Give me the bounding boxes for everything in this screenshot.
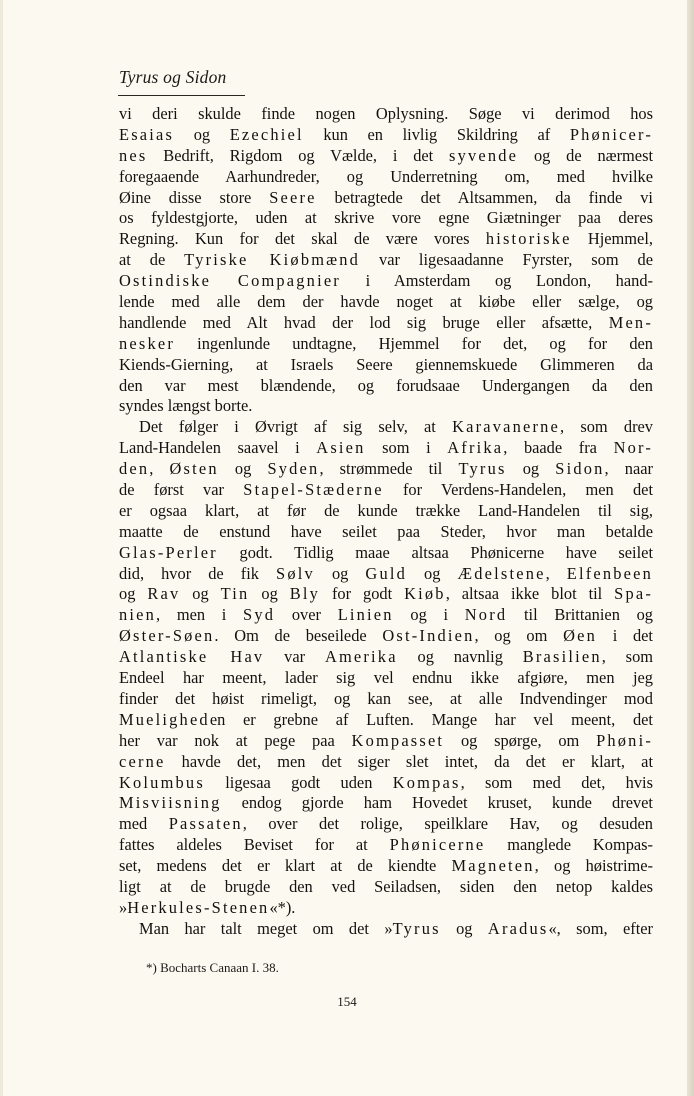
text-line (119, 250, 653, 271)
text-segment: vi deri skulde finde nogen Oplysning. Søge vi derimod hos (119, 104, 653, 123)
spaced-emphasis: Seere (269, 187, 317, 207)
text-line (119, 731, 653, 752)
text-line (119, 501, 653, 522)
text-segment: den var mest blændende, og forudsaae Undergangen da den (119, 375, 653, 395)
text-line (119, 208, 653, 229)
spaced-emphasis: Nord (464, 605, 508, 625)
spaced-emphasis: Phøni- (596, 730, 653, 750)
text-segment: og i (393, 605, 465, 625)
spaced-emphasis: Karavanerne (452, 417, 560, 437)
spaced-emphasis: Esaias (119, 124, 175, 144)
text-segment: og (119, 584, 148, 604)
spaced-emphasis: Bly (289, 584, 321, 604)
text-segment: os fyldestgjorte, uden at skrive vore egne Giætninger paa deres (119, 208, 653, 228)
text-segment: syndes længst borte. (119, 396, 253, 416)
spaced-emphasis: syvende (449, 145, 519, 165)
text-line (119, 773, 653, 794)
spaced-emphasis: Atlantiske Hav (119, 647, 265, 667)
text-segment: og (440, 918, 488, 938)
spaced-emphasis: Tyriske Kiøbmænd (184, 250, 361, 270)
spaced-emphasis: Glas-Perler (119, 542, 218, 562)
spaced-emphasis: Elfenbeen (566, 563, 654, 583)
text-segment: , som med det, hvis (460, 772, 653, 792)
text-segment: manglede Kompas- (485, 835, 654, 855)
spaced-emphasis: Herkules-Stenen (127, 897, 270, 917)
text-segment: Kiends-Gierning, at Israels Seere giennemskuede Glimmeren da (119, 354, 653, 374)
spaced-emphasis: den (119, 459, 150, 479)
text-line (119, 647, 653, 668)
text-segment: , som (601, 647, 654, 667)
spaced-emphasis: Ost-Indien (382, 626, 475, 646)
text-line (119, 919, 653, 940)
text-segment: var (264, 647, 325, 667)
text-line (119, 188, 653, 209)
text-segment: , og høistrime- (534, 856, 653, 876)
text-segment: til Brittanien og (507, 605, 653, 625)
spaced-emphasis: Magneten (451, 856, 535, 876)
text-segment: handlende med Alt hvad der lod sig bruge eller afsætte, (119, 312, 609, 332)
text-segment: var ligesaadanne Fyrster, som de (360, 250, 654, 270)
text-line (119, 626, 653, 647)
spaced-emphasis: historiske (485, 229, 572, 249)
body-text (119, 104, 653, 940)
spaced-emphasis: Ostindiske Compagnier (119, 271, 341, 291)
text-line (119, 793, 653, 814)
text-segment: Regning. Kun for det skal de være vores (119, 229, 486, 249)
text-segment: did, hvor de fik (119, 563, 277, 583)
spaced-emphasis: Øen (563, 626, 597, 646)
text-segment: og (180, 584, 221, 604)
text-segment: er ogsaa klart, at før de kunde trække Land-Handelen til sig, (119, 500, 653, 520)
text-segment: og (218, 459, 268, 479)
text-segment: og navnlig (397, 647, 523, 667)
spaced-emphasis: Øster-Søen (119, 626, 215, 646)
text-segment: ingenlunde undtagne, Hjemmel for det, og for den (174, 333, 653, 353)
text-line (119, 355, 653, 376)
spaced-emphasis: Phønicerne (389, 835, 486, 855)
text-segment: , som drev (560, 417, 653, 437)
spaced-emphasis: Kompas (392, 772, 461, 792)
text-segment: her var nok at pege paa (119, 730, 352, 750)
spaced-emphasis: Sidon (555, 459, 605, 479)
spaced-emphasis: nes (119, 145, 148, 165)
spaced-emphasis: Ædelstene (457, 563, 546, 583)
text-segment: Man har talt meget om det » (139, 918, 393, 938)
text-segment: , (149, 459, 170, 479)
text-segment: for godt (320, 584, 405, 604)
spaced-emphasis: Asien (316, 438, 366, 458)
text-segment: Øine disse store (119, 187, 270, 207)
text-segment: og (506, 459, 556, 479)
text-segment: , altsaa ikke blot til (445, 584, 615, 604)
spaced-emphasis: Nor- (613, 438, 653, 458)
text-segment: havde det, men det siger slet intet, da det er klart, at (165, 751, 653, 771)
text-segment: , naar (604, 459, 653, 479)
text-line (119, 522, 653, 543)
text-segment: over (275, 605, 338, 625)
text-segment: for Verdens-Handelen, men det (383, 480, 653, 500)
text-segment: ligesaa godt uden (204, 772, 393, 792)
text-segment: , baade fra (503, 438, 614, 458)
text-segment: de først var (119, 480, 244, 500)
text-segment: , over det rolige, speilklare Hav, og desuden (242, 814, 653, 834)
text-line (119, 689, 653, 710)
text-line (119, 376, 653, 397)
text-line (119, 584, 653, 605)
text-segment: «, som, efter (548, 918, 654, 938)
spaced-emphasis: nesker (119, 333, 175, 353)
text-segment: at de (119, 250, 185, 270)
spaced-emphasis: Aradus (487, 918, 549, 938)
text-line (119, 480, 653, 501)
text-segment: finder det høist rimeligt, og kan see, at alle Indvendinger mod (119, 688, 653, 708)
spaced-emphasis: Brasilien (522, 647, 602, 667)
text-segment: godt. Tidlig maae altsaa Phønicerne have seilet (217, 542, 653, 562)
text-segment: endog gjorde ham Hovedet kruset, kunde drevet (221, 793, 653, 813)
text-segment: lende med alle dem der havde noget at kiøbe eller sælge, og (119, 292, 653, 312)
text-line (119, 752, 653, 773)
spaced-emphasis: Syd (243, 605, 276, 625)
text-line (119, 271, 653, 292)
spaced-emphasis: cerne (119, 751, 166, 771)
text-segment: med (119, 814, 169, 834)
spaced-emphasis: Tyrus (458, 459, 507, 479)
text-line (119, 668, 653, 689)
text-segment: en er grebne af Luften. Mange har vel meent, det (209, 709, 653, 729)
text-segment: som i (365, 438, 448, 458)
running-head: Tyrus og Sidon (119, 67, 227, 87)
spaced-emphasis: Kiøb (404, 584, 446, 604)
text-segment: . Om de beseilede (214, 626, 383, 646)
text-segment: Hjemmel, (571, 229, 653, 249)
text-line (119, 417, 653, 438)
text-segment: Endeel har meent, lader sig vel endnu ikke afgiøre, men jeg (119, 668, 653, 688)
text-segment: set, medens det er klart at de kiendte (119, 856, 452, 876)
text-line (119, 814, 653, 835)
text-segment: og de nærmest (518, 145, 654, 165)
spaced-emphasis: Spa- (614, 584, 654, 604)
spaced-emphasis: Muelighed (119, 709, 210, 729)
text-line (119, 146, 653, 167)
spaced-emphasis: Tyrus (392, 918, 441, 938)
text-segment: i Amsterdam og London, hand- (340, 271, 653, 291)
text-segment: , men i (156, 605, 244, 625)
spaced-emphasis: Guld (365, 563, 407, 583)
text-line (119, 856, 653, 877)
text-line (119, 125, 653, 146)
text-segment: ligt at de brugde den ved Seiladsen, siden den netop kaldes (119, 876, 653, 896)
spaced-emphasis: Sølv (276, 563, 315, 583)
text-segment: og (174, 124, 230, 144)
text-line (119, 605, 653, 626)
text-line (119, 292, 653, 313)
spaced-emphasis: Kolumbus (119, 772, 205, 792)
footnote: *) Bocharts Canaan I. 38. (146, 960, 279, 975)
text-segment: i det (596, 626, 653, 646)
spaced-emphasis: Kompasset (351, 730, 445, 750)
spaced-emphasis: Passaten (168, 814, 243, 834)
spaced-emphasis: Østen (169, 459, 219, 479)
text-segment: og (407, 563, 458, 583)
text-segment: , (545, 563, 567, 583)
text-segment: kun en livlig Skildring af (303, 124, 570, 144)
spaced-emphasis: Afrika (447, 438, 504, 458)
text-segment: fattes aldeles Beviset for at (119, 835, 390, 855)
text-segment: betragtede det Altsammen, da finde vi (316, 187, 653, 207)
spaced-emphasis: Amerika (324, 647, 398, 667)
spaced-emphasis: Misviisning (119, 793, 222, 813)
page-right-edge (687, 0, 694, 1096)
text-line (119, 167, 653, 188)
text-segment: foregaaende Aarhundreder, og Underretning om, med hvilke (119, 166, 653, 186)
text-line (119, 396, 653, 417)
text-line (119, 438, 653, 459)
text-line (119, 104, 653, 125)
spaced-emphasis: Syden (267, 459, 320, 479)
page-number: 154 (337, 994, 357, 1009)
text-line (119, 564, 653, 585)
text-segment: » (119, 897, 128, 917)
text-line (119, 898, 653, 919)
running-head-rule (118, 95, 245, 96)
spaced-emphasis: Phønicer- (569, 124, 654, 144)
text-segment: maatte de enstund have seilet paa Steder, hvor man betalde (119, 521, 653, 541)
spaced-emphasis: Tin (220, 584, 250, 604)
text-line (119, 835, 653, 856)
text-line (119, 334, 653, 355)
text-segment: og (314, 563, 366, 583)
text-segment: og (249, 584, 290, 604)
page-left-edge (0, 0, 3, 1096)
text-segment: Bedrift, Rigdom og Vælde, i det (147, 145, 450, 165)
spaced-emphasis: Stapel-Stæderne (243, 480, 384, 500)
spaced-emphasis: Linien (337, 605, 394, 625)
text-segment: , strømmede til (319, 459, 459, 479)
text-segment: , og om (474, 626, 564, 646)
text-segment: «*). (269, 897, 296, 917)
text-segment: Det følger i Øvrigt af sig selv, at (139, 417, 453, 437)
spaced-emphasis: Rav (147, 584, 181, 604)
spaced-emphasis: Ezechiel (229, 124, 304, 144)
text-segment: og spørge, om (444, 730, 597, 750)
spaced-emphasis: Men- (608, 312, 653, 332)
text-line (119, 877, 653, 898)
text-line (119, 543, 653, 564)
spaced-emphasis: nien (119, 605, 157, 625)
text-line (119, 710, 653, 731)
text-line (119, 229, 653, 250)
text-line (119, 313, 653, 334)
text-segment: Land-Handelen saavel i (119, 438, 317, 458)
text-line (119, 459, 653, 480)
